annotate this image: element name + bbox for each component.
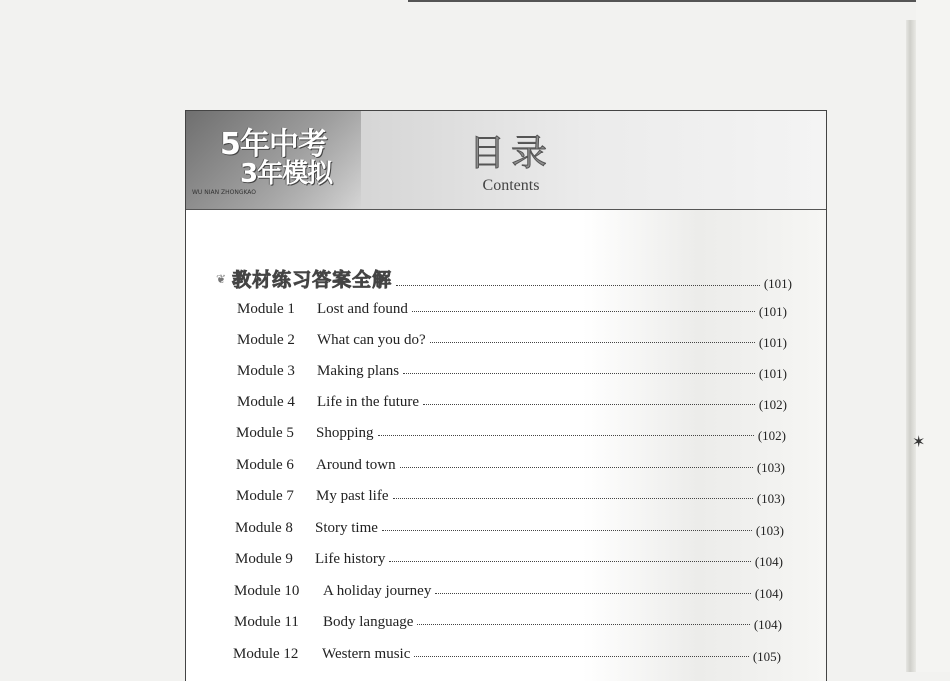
module-number: Module 5 xyxy=(236,425,294,441)
section-title: 教材练习答案全解 xyxy=(232,269,393,291)
module-title: My past life xyxy=(316,488,389,504)
dot-leader xyxy=(412,310,755,312)
star-mark-icon: ✶ xyxy=(912,432,926,451)
page-number: (103) xyxy=(756,491,785,506)
toc-entry[interactable] xyxy=(234,578,783,600)
page-header xyxy=(186,111,826,210)
module-number: Module 6 xyxy=(236,457,294,473)
scan-edge-line xyxy=(408,0,950,2)
page-number: (101) xyxy=(758,335,787,350)
toc-entry[interactable] xyxy=(237,296,787,318)
toc-entry[interactable] xyxy=(234,609,782,631)
module-title: Life in the future xyxy=(317,394,420,410)
page-number: (102) xyxy=(757,428,786,443)
module-number: Module 7 xyxy=(236,488,294,504)
dot-leader xyxy=(378,434,754,436)
page-number: (104) xyxy=(754,586,783,601)
module-number: Module 12 xyxy=(233,646,299,662)
dot-leader xyxy=(423,403,755,405)
section-page-number: (101) xyxy=(763,276,792,291)
module-title: Shopping xyxy=(316,425,374,441)
module-title: Around town xyxy=(316,457,396,473)
toc-entry[interactable] xyxy=(235,546,783,568)
dot-leader xyxy=(430,341,755,343)
toc-entry[interactable] xyxy=(236,452,785,474)
module-title: Making plans xyxy=(317,363,400,379)
page-number: (103) xyxy=(756,460,785,475)
dot-leader xyxy=(403,372,755,374)
dot-leader xyxy=(382,529,752,531)
dot-leader xyxy=(435,592,751,594)
toc-entry[interactable] xyxy=(236,483,785,505)
dot-leader xyxy=(414,655,748,657)
page-number: (102) xyxy=(758,397,787,412)
scan-margin xyxy=(916,0,950,672)
facing-page-edge xyxy=(906,20,916,672)
module-number: Module 11 xyxy=(234,614,299,630)
toc-entry[interactable] xyxy=(233,641,781,663)
module-title: Life history xyxy=(315,551,386,567)
toc-entry[interactable] xyxy=(237,389,787,411)
book-icon: ❦ xyxy=(216,272,227,286)
toc-entry[interactable] xyxy=(237,327,787,349)
module-title: Western music xyxy=(322,646,411,662)
module-number: Module 10 xyxy=(234,583,300,599)
module-number: Module 8 xyxy=(235,520,293,536)
module-title: Body language xyxy=(323,614,414,630)
toc-section-heading[interactable] xyxy=(216,266,792,292)
module-title: A holiday journey xyxy=(323,583,432,599)
contents-page xyxy=(185,110,827,681)
page-number: (104) xyxy=(753,617,782,632)
module-title: Story time xyxy=(315,520,378,536)
page-number: (103) xyxy=(755,523,784,538)
dot-leader xyxy=(396,284,760,286)
toc-entry[interactable] xyxy=(237,358,787,380)
page-number: (104) xyxy=(754,554,783,569)
toc-entry[interactable] xyxy=(236,420,786,442)
dot-leader xyxy=(393,497,753,499)
page-subtitle: Contents xyxy=(482,177,540,194)
module-number: Module 2 xyxy=(237,332,295,348)
page-number: (101) xyxy=(758,304,787,319)
logo-line-1: 5年中考 xyxy=(220,127,327,162)
module-number: Module 3 xyxy=(237,363,295,379)
module-title: What can you do? xyxy=(317,332,426,348)
module-number: Module 9 xyxy=(235,551,293,567)
logo-line-2: 3年模拟 xyxy=(240,159,333,189)
logo-small-text: WU NIAN ZHONGKAO xyxy=(192,189,257,196)
module-number: Module 1 xyxy=(237,301,295,317)
page-number: (101) xyxy=(758,366,787,381)
dot-leader xyxy=(417,623,749,625)
page-number: (105) xyxy=(752,649,781,664)
module-number: Module 4 xyxy=(237,394,295,410)
series-logo xyxy=(186,111,361,209)
dot-leader xyxy=(389,560,750,562)
page-title: 目录 xyxy=(468,133,553,174)
toc-entry[interactable] xyxy=(235,515,784,537)
dot-leader xyxy=(400,466,753,468)
module-title: Lost and found xyxy=(317,301,408,317)
